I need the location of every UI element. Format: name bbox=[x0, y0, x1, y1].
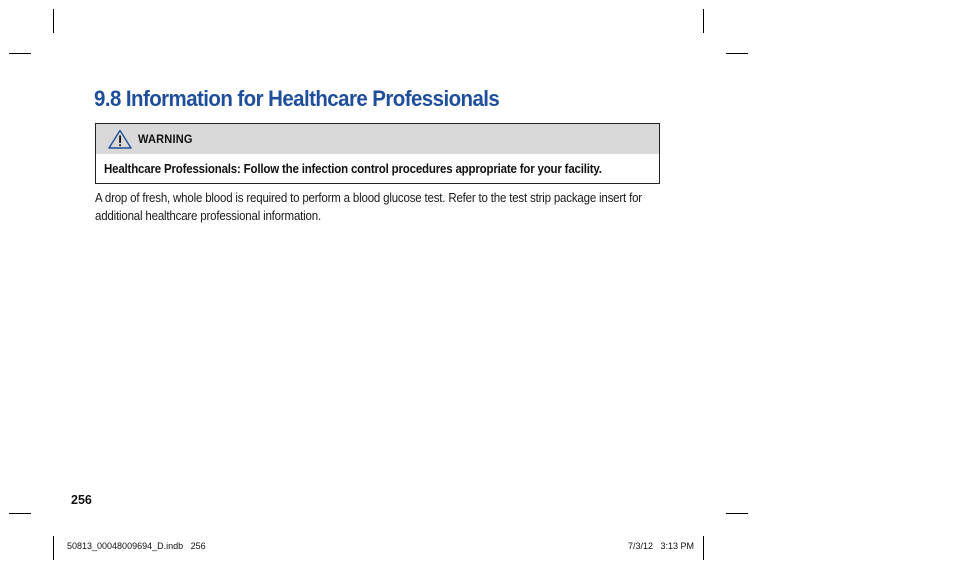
warning-triangle-icon bbox=[108, 129, 132, 149]
crop-mark-top-right-vertical bbox=[703, 9, 704, 33]
crop-mark-top-left-horizontal bbox=[9, 53, 31, 54]
footer-date-time: 7/3/12 3:13 PM bbox=[628, 541, 695, 551]
body-paragraph: A drop of fresh, whole blood is required to perform a blood glucose test. Refer to the test strip package insert for additional healthcare professional information. bbox=[95, 191, 642, 223]
warning-header bbox=[96, 124, 659, 154]
warning-text-content: Healthcare Professionals: Follow the infection control procedures appropriate for your facility. bbox=[104, 161, 602, 176]
crop-mark-bottom-right-horizontal bbox=[726, 513, 748, 514]
warning-text bbox=[96, 154, 659, 183]
crop-mark-bottom-left-vertical bbox=[53, 536, 54, 560]
crop-mark-bottom-left-horizontal bbox=[9, 513, 31, 514]
page-number: 256 bbox=[71, 493, 92, 507]
footer-file-info: 50813_00048009694_D.indb 256 bbox=[67, 541, 206, 551]
crop-mark-bottom-right-vertical bbox=[703, 536, 704, 560]
crop-mark-top-left-vertical bbox=[53, 9, 54, 33]
crop-mark-top-right-horizontal bbox=[726, 53, 748, 54]
warning-label: WARNING bbox=[138, 132, 193, 146]
warning-box bbox=[95, 123, 660, 184]
page-title: 9.8 Information for Healthcare Professionals bbox=[94, 86, 500, 111]
